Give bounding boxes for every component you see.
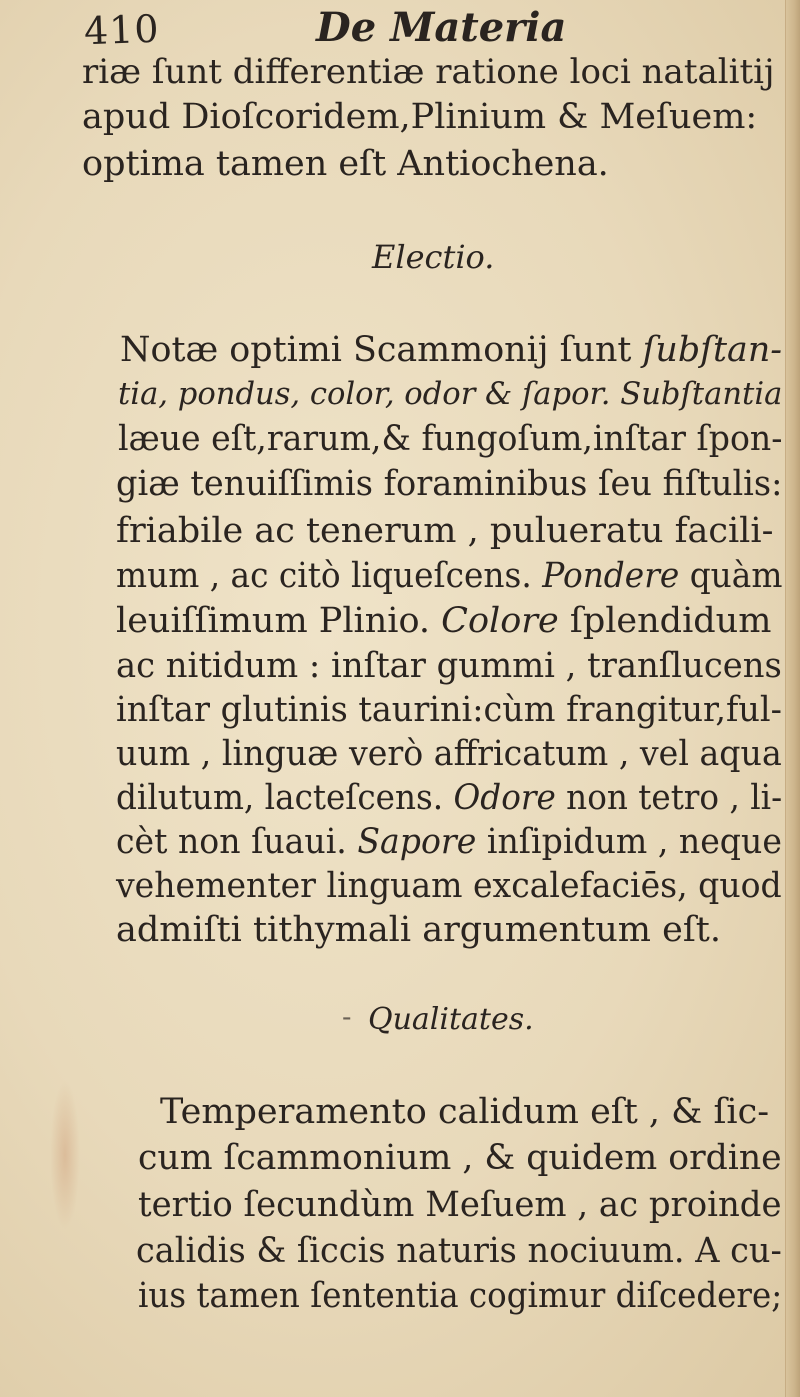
text-run: Notæ optimi Scammonij ſunt	[120, 330, 643, 370]
text-line	[116, 601, 771, 641]
ink-mark: -	[342, 1000, 352, 1033]
italic-term: tia, pondus, color, odor & ſapor.	[118, 376, 611, 412]
ink-stain	[50, 1080, 80, 1230]
running-head: De Materia	[316, 4, 567, 51]
text-line	[116, 556, 782, 596]
section-heading-electio: Electio.	[372, 238, 495, 276]
text-line: Temperamento calidum eſt , & ſic-	[160, 1092, 770, 1132]
text-run: quàm	[679, 556, 783, 596]
page-edge	[785, 0, 800, 1397]
italic-term: ſubſtan-	[642, 330, 783, 370]
text-line: apud Dioſcoridem,Plinium & Meſuem:	[82, 97, 758, 137]
text-line	[120, 330, 782, 370]
italic-term: Odore	[453, 778, 556, 818]
text-line: riæ ſunt differentiæ ratione loci natalitij	[82, 52, 775, 92]
text-run: cèt non ſuaui.	[116, 822, 358, 862]
section-heading-qualitates: Qualitates.	[368, 1002, 534, 1037]
text-run: inſipidum , neque	[476, 822, 782, 862]
text-line: friabile ac tenerum , pulueratu facili-	[116, 511, 774, 551]
text-line: cum ſcammonium , & quidem ordine	[138, 1138, 782, 1178]
text-line	[116, 778, 782, 818]
text-line: giæ tenuiſſimis foraminibus ſeu fiſtulis:	[116, 464, 783, 504]
italic-term: Sapore	[357, 822, 477, 862]
text-line: admiſti tithymali argumentum eſt.	[116, 910, 721, 950]
text-line: tertio ſecundùm Meſuem , ac proinde	[138, 1185, 782, 1225]
text-line: læue eſt,rarum,& fungoſum,inſtar ſpon-	[118, 419, 783, 459]
text-line	[116, 822, 782, 862]
page-header	[84, 2, 784, 58]
text-run: non tetro , li-	[555, 778, 783, 818]
text-run: ſplendidum	[558, 601, 772, 641]
text-line: calidis & ſiccis naturis nociuum. A cu-	[136, 1231, 782, 1271]
italic-term: Colore	[441, 601, 559, 641]
text-run: mum , ac citò liqueſcens.	[116, 556, 543, 596]
text-line: inſtar glutinis taurini:cùm frangitur,ful-	[116, 690, 782, 730]
text-line: vehementer linguam excalefaciēs, quod	[116, 866, 782, 906]
italic-term: Subſtantia	[610, 376, 783, 412]
text-line: ac nitidum : inſtar gummi , tranſlucens	[116, 646, 782, 686]
text-line: ius tamen ſententia cogimur diſcedere;	[138, 1276, 783, 1316]
page-number: 410	[83, 6, 161, 54]
text-line	[118, 374, 782, 414]
italic-term: Pondere	[542, 556, 680, 596]
text-line: optima tamen eſt Antiochena.	[82, 144, 609, 184]
text-run: dilutum, lacteſcens.	[116, 778, 454, 818]
text-line: uum , linguæ verò affricatum , vel aqua	[116, 734, 782, 774]
text-run: leuiſſimum Plinio.	[116, 601, 442, 641]
